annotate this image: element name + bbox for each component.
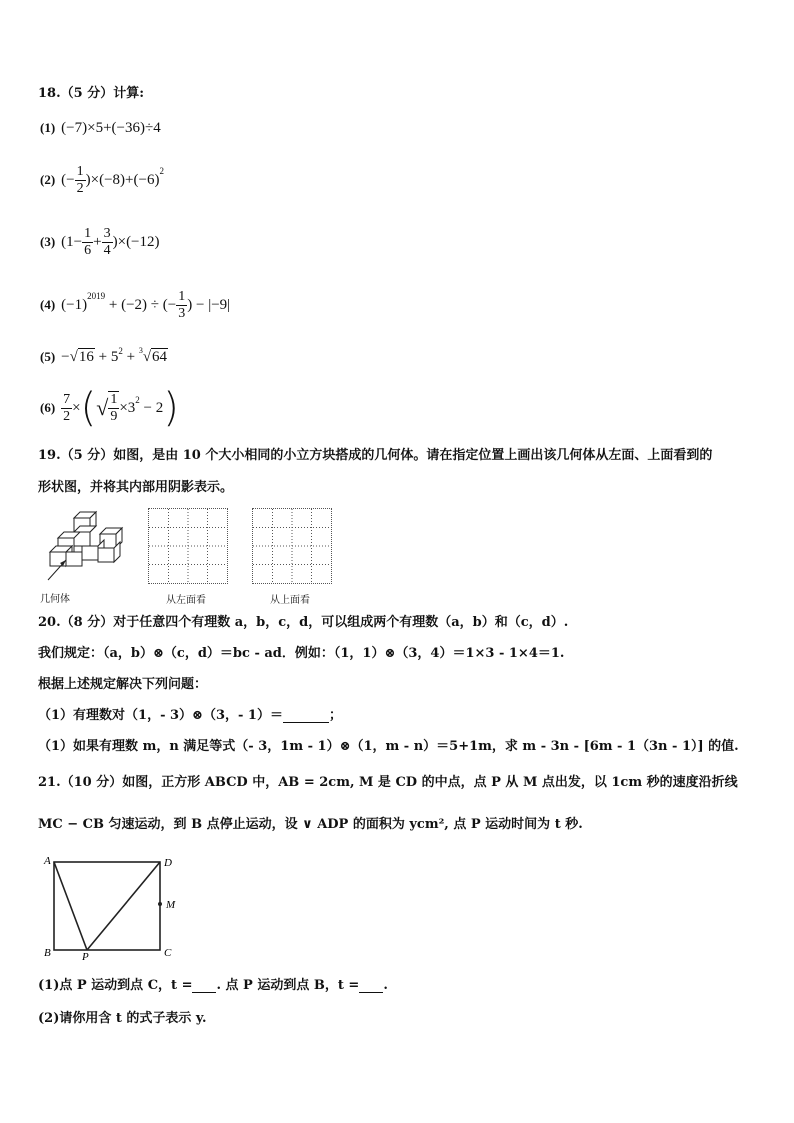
q18-part3-post: )×(−12)	[112, 233, 160, 250]
q18-part6	[40, 385, 179, 431]
q18-part6-label: (6)	[40, 400, 56, 415]
q18-part3-a: (1−	[61, 233, 83, 250]
q18-part2-label: (2)	[40, 172, 56, 187]
q18-part5-label: (5)	[40, 349, 56, 364]
q21-sub1b: . 点 P 运动到点 B，t =	[216, 978, 360, 993]
q20-line1: 20.（8 分）对于任意四个有理数 a，b，c，d，可以组成两个有理数（a，b）和（c，d）.	[38, 615, 569, 630]
sqrt-icon: √	[69, 348, 78, 365]
fraction-denominator: 3	[178, 305, 186, 321]
q18-part4-fraction	[176, 289, 187, 322]
fraction-numerator: 1	[76, 163, 84, 179]
q18-part2-exp: 2	[159, 166, 164, 176]
answer-blank-c[interactable]	[192, 979, 216, 993]
q18-part6-rest: ×3	[119, 399, 136, 416]
fraction-denominator: 6	[84, 242, 92, 258]
q18-part3	[40, 222, 160, 262]
q20-line3: 根据上述规定解决下列问题：	[38, 677, 208, 692]
q20-line4	[38, 708, 342, 724]
q18-part4	[40, 285, 230, 325]
q18-part5-index: 3	[138, 346, 143, 355]
vertex-label-c: C	[164, 947, 172, 959]
q18-part6-exp: 2	[135, 395, 140, 405]
q18-part5-b: + 5	[94, 348, 119, 365]
q18-part5-rad1: 16	[78, 349, 94, 365]
q18-part2	[40, 160, 164, 200]
q18-part5-c: +	[122, 348, 139, 365]
square-abcd-figure	[40, 852, 190, 962]
fraction-numerator: 1	[178, 288, 186, 304]
q18-part5-rad2: 64	[152, 349, 168, 365]
q18-part3-frac1	[82, 226, 93, 259]
sqrt-icon: √	[96, 395, 109, 420]
q20-line4-text: （1）有理数对（1，- 3）⊗（3，- 1）＝	[38, 708, 283, 723]
fraction-numerator: 7	[63, 391, 71, 407]
q18-part6-times: ×	[72, 399, 81, 416]
q21-sub1a: (1)点 P 运动到点 C，t =	[38, 978, 193, 993]
q21-sub1c: .	[383, 978, 388, 993]
q21-sub2: (2)请你用含 t 的式子表示 y.	[38, 1011, 207, 1026]
q18-part6-inner-fraction	[108, 391, 119, 425]
q18-part2-post: )×(−8)+(−6)	[85, 171, 160, 188]
q18-part4-d: ) − |−9|	[187, 296, 231, 313]
q18-part5-a: −	[61, 348, 70, 365]
q18-header: 18.（5 分）计算:	[38, 86, 144, 101]
top-view-grid[interactable]	[252, 508, 332, 584]
q18-part3-plus: +	[93, 233, 102, 250]
cube-figure-caption: 几何体	[40, 594, 70, 605]
q18-part5	[40, 346, 168, 368]
q18-part1-label: (1)	[40, 120, 56, 135]
left-paren-icon: (	[80, 385, 97, 431]
answer-blank-b[interactable]	[359, 979, 383, 993]
fraction-denominator: 4	[103, 242, 111, 258]
left-view-gridlines	[149, 509, 227, 583]
q21-line1: 21.（10 分）如图，正方形 ABCD 中，AB = 2cm, M 是 CD 的中点，点 P 从 M 点出发，以 1cm 秒的速度沿折线	[38, 775, 738, 790]
q20-line2: 我们规定：（a，b）⊗（c，d）＝bc - ad．例如：（1，1）⊗（3，4）＝1×3 - 1×4＝1.	[38, 646, 565, 661]
answer-blank[interactable]	[283, 709, 329, 723]
fraction-numerator: 1	[84, 225, 92, 241]
q21-line2: MC − CB 匀速运动，到 B 点停止运动，设 ∨ ADP 的面积为 ycm², 点 P 运动时间为 t 秒.	[38, 817, 583, 832]
q18-part1	[40, 117, 161, 139]
q18-part4-exp: 2019	[87, 291, 106, 301]
fraction-denominator: 2	[76, 180, 84, 196]
point-label-m: M	[166, 899, 176, 911]
vertex-label-b: B	[44, 947, 51, 959]
q18-part5-exp: 2	[118, 346, 123, 356]
q18-part4-b: + (−2) ÷	[105, 296, 163, 313]
fraction-denominator: 9	[110, 409, 118, 424]
q19-line2: 形状图，并将其内部用阴影表示。	[38, 480, 234, 495]
q21-sub1	[38, 978, 388, 994]
right-paren-icon: )	[163, 385, 179, 431]
top-view-caption: 从上面看	[270, 595, 310, 606]
q18-part3-frac2	[102, 226, 113, 259]
q18-part6-fraction	[61, 392, 72, 425]
q20-line5: （1）如果有理数 m，n 满足等式（- 3，1m - 1）⊗（1，m - n）＝5+1m，求 m - 3n - [6m - 1（3n - 1）] 的值.	[38, 739, 739, 754]
vertex-label-a: A	[44, 855, 51, 867]
vertex-label-d: D	[164, 857, 172, 869]
q18-part2-pre: (−	[61, 171, 75, 188]
left-view-caption: 从左面看	[166, 595, 206, 606]
left-view-grid[interactable]	[148, 508, 228, 584]
cube-solid-figure	[38, 508, 138, 600]
q18-part4-label: (4)	[40, 297, 56, 312]
cube-root-icon: √	[142, 348, 152, 365]
q19-line1: 19.（5 分）如图，是由 10 个大小相同的小立方块搭成的几何体。请在指定位置上画出该几何体从左面、上面看到的	[38, 448, 713, 463]
q18-part4-c: (−	[162, 296, 177, 313]
point-label-p: P	[82, 951, 89, 962]
fraction-numerator: 1	[110, 392, 118, 407]
q18-part3-label: (3)	[40, 234, 56, 249]
q18-part6-minus: − 2	[139, 399, 164, 416]
q18-part4-a: (−1)	[61, 296, 88, 313]
q20-line4-end: ；	[328, 708, 342, 723]
q18-part2-fraction	[75, 164, 86, 197]
fraction-numerator: 3	[103, 225, 111, 241]
q18-part1-expr: (−7)×5+(−36)÷4	[61, 119, 161, 136]
fraction-denominator: 2	[63, 408, 71, 424]
top-view-gridlines	[253, 509, 331, 583]
